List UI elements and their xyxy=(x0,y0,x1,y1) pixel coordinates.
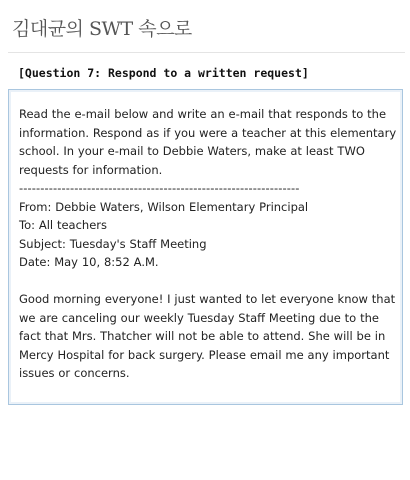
blog-title: 김대균의 SWT 속으로 xyxy=(12,18,192,40)
question-heading: [Question 7: Respond to a written request] xyxy=(18,66,309,80)
instructions-text: Read the e-mail below and write an e-mail that responds to the information. Respond as if you were a teacher at this elementary school. In your e-mail to Debbie Waters, make at least TWO requests for information. xyxy=(19,107,397,177)
email-subject: Subject: Tuesday's Staff Meeting xyxy=(19,236,207,251)
email-from: From: Debbie Waters, Wilson Elementary Principal xyxy=(19,199,309,214)
email-body: Good morning everyone! I just wanted to let everyone know that we are canceling our weekly Tuesday Staff Meeting due to the fact that Mrs. Thatcher will not be able to attend. She will be in Mercy Hospital for back surgery. Please email me any important issues or concerns. xyxy=(19,292,396,380)
email-to: To: All teachers xyxy=(19,218,107,232)
email-date: Date: May 10, 8:52 A.M. xyxy=(19,255,159,269)
title-divider xyxy=(8,52,405,53)
question-content-box xyxy=(8,89,403,405)
dashed-separator: ------------------------------------------------------------------ xyxy=(19,181,300,195)
question-content xyxy=(19,105,397,383)
paragraph-gap xyxy=(19,272,397,291)
